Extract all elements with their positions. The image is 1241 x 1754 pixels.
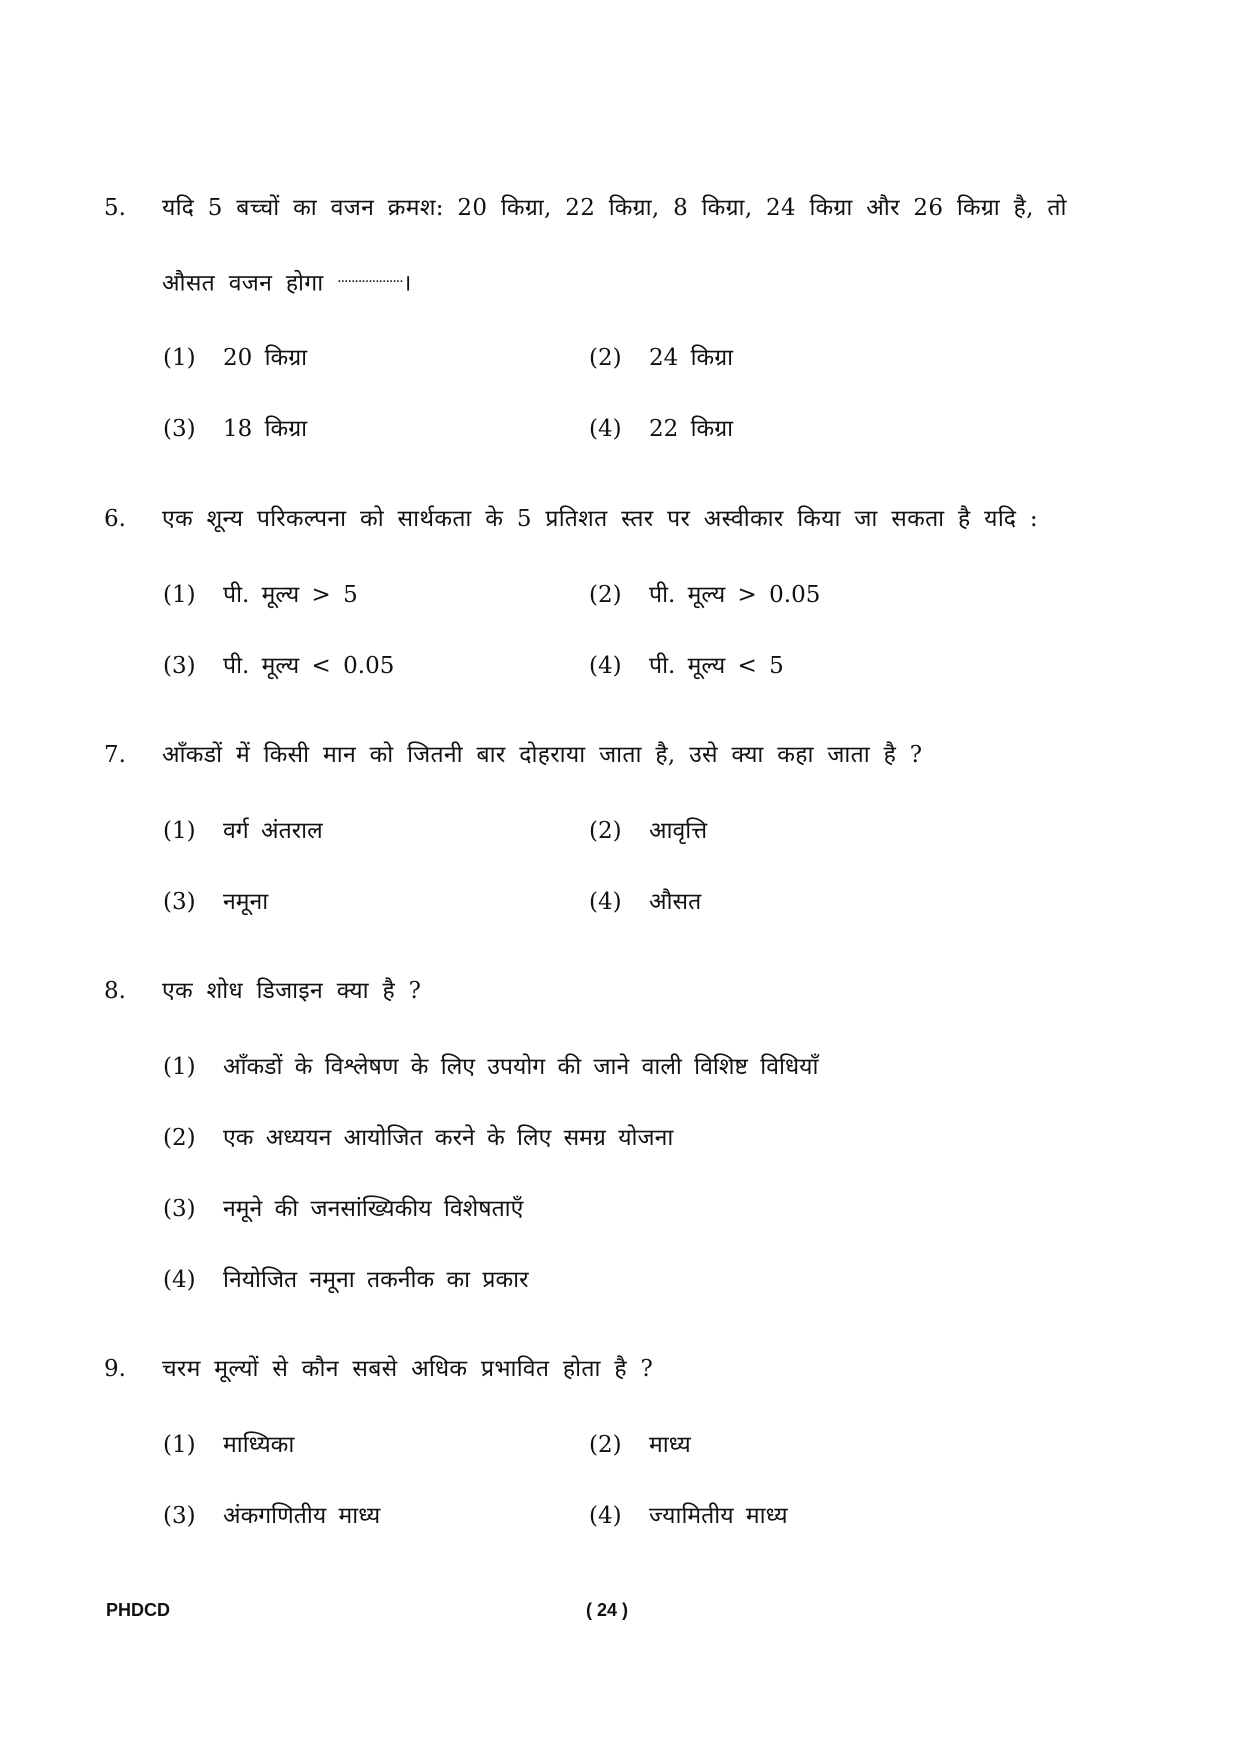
question-text [162,193,1142,299]
option-text: आँकडों के विश्लेषण के लिए उपयोग की जाने वाली विशिष्ट विधियाँ [223,1054,819,1080]
option-number: (2) [589,582,622,608]
question-text: चरम मूल्यों से कौन सबसे अधिक प्रभावित होता है ? [162,1356,654,1382]
option-number: (4) [589,653,622,679]
footer-page-number: ( 24 ) [586,1600,629,1620]
option-text: औसत [649,889,702,915]
question-number: 7. [104,742,126,768]
option-text: पी. मूल्य > 5 [223,582,358,608]
option-number: (2) [589,1432,622,1458]
option-text: पी. मूल्य > 0.05 [649,582,821,608]
option-text: नियोजित नमूना तकनीक का प्रकार [223,1267,529,1293]
option-6-3 [163,651,394,681]
option-number: (3) [163,889,196,915]
option-number: (3) [163,1503,196,1529]
option-text: पी. मूल्य < 5 [649,653,784,679]
option-number: (1) [163,582,196,608]
option-text: अंकगणितीय माध्य [223,1503,381,1529]
option-6-1 [163,580,358,610]
option-text: नमूना [223,889,269,915]
option-text: 22 किग्रा [649,416,734,442]
option-number: (2) [589,345,622,371]
option-9-1 [163,1430,294,1460]
option-7-3 [163,887,268,917]
option-5-4 [589,414,733,444]
option-8-3 [163,1194,523,1224]
option-7-1 [163,816,323,846]
option-6-2 [589,580,820,610]
option-9-2 [589,1430,691,1460]
option-text: माध्यिका [223,1432,295,1458]
option-number: (3) [163,653,196,679]
option-number: (4) [589,889,622,915]
question-text: एक शून्य परिकल्पना को सार्थकता के 5 प्रतिशत स्तर पर अस्वीकार किया जा सकता है यदि : [162,506,1038,532]
option-text: नमूने की जनसांख्यिकीय विशेषताएँ [223,1196,524,1222]
option-number: (2) [589,818,622,844]
question-number: 9. [104,1356,126,1382]
option-number: (2) [163,1125,196,1151]
question-text-line1: यदि 5 बच्चों का वजन क्रमश: 20 किग्रा, 22 किग्रा, 8 किग्रा, 24 किग्रा और 26 किग्रा है, तो [162,195,1067,221]
option-text: ज्यामितीय माध्य [649,1503,788,1529]
question-text: आँकडों में किसी मान को जितनी बार दोहराया जाता है, उसे क्या कहा जाता है ? [162,742,923,768]
option-number: (4) [589,416,622,442]
option-5-2 [589,343,733,373]
option-number: (4) [589,1503,622,1529]
option-number: (1) [163,345,196,371]
option-number: (1) [163,1432,196,1458]
option-7-4 [589,887,701,917]
option-8-1 [163,1052,818,1082]
option-9-3 [163,1501,380,1531]
question-text-line2 [162,263,1142,299]
option-5-1 [163,343,307,373]
option-text: माध्य [649,1432,691,1458]
option-text: वर्ग अंतराल [223,818,323,844]
question-number: 5. [104,195,126,221]
option-number: (4) [163,1267,196,1293]
question-text: एक शोध डिजाइन क्या है ? [162,978,422,1004]
option-7-2 [589,816,707,846]
option-number: (1) [163,1054,196,1080]
sentence-end-mark: । [402,270,412,297]
option-number: (1) [163,818,196,844]
question-number: 8. [104,978,126,1004]
option-6-4 [589,651,784,681]
option-5-3 [163,414,307,444]
footer-code: PHDCD [106,1600,171,1620]
option-number: (3) [163,416,196,442]
option-text: एक अध्ययन आयोजित करने के लिए समग्र योजना [223,1125,674,1151]
option-text: आवृत्ति [649,818,708,844]
option-text: पी. मूल्य < 0.05 [223,653,395,679]
question-number: 6. [104,506,126,532]
option-text: 18 किग्रा [223,416,308,442]
option-text: 20 किग्रा [223,345,308,371]
question-text-line2-main: औसत वजन होगा [162,270,324,297]
option-8-4 [163,1265,529,1295]
fill-in-blank: ................... [337,270,403,286]
option-text: 24 किग्रा [649,345,734,371]
option-9-4 [589,1501,788,1531]
option-8-2 [163,1123,673,1153]
option-number: (3) [163,1196,196,1222]
